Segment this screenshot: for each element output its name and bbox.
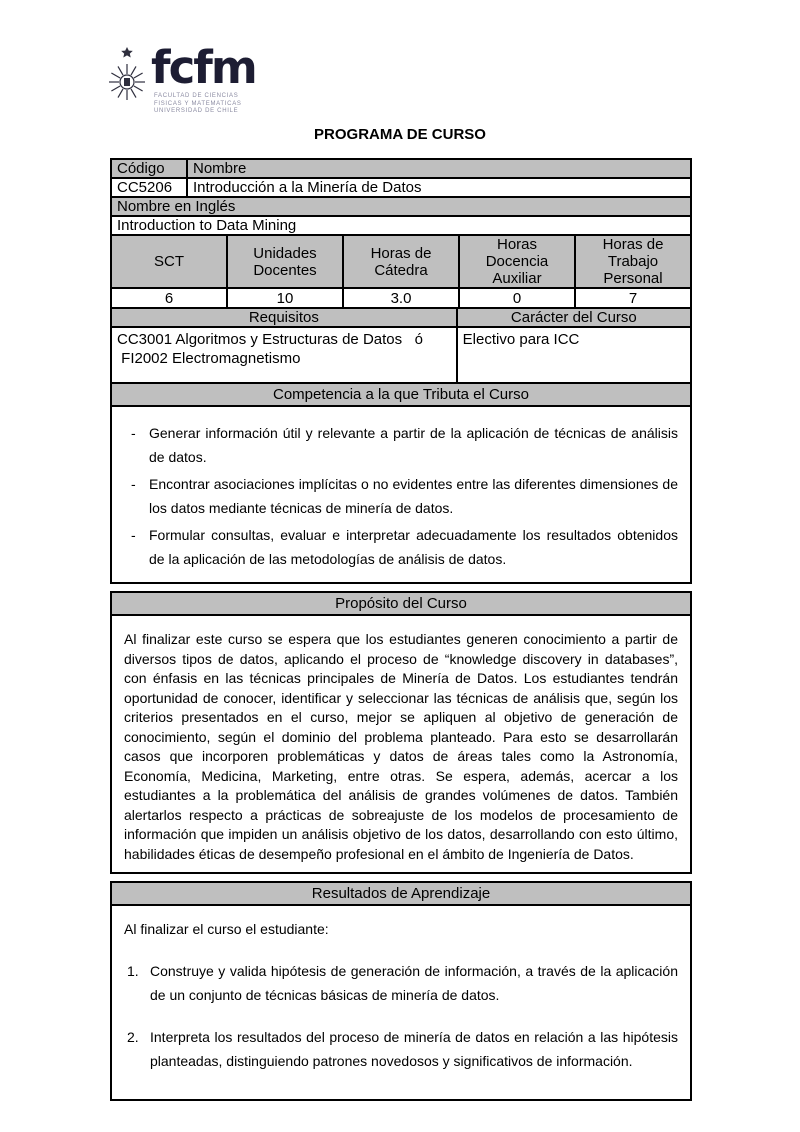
competencia-list bbox=[122, 421, 680, 571]
list-item: Interpreta los resultados del proceso de minería de datos en relación a las hipótesis planteadas, distinguiendo patrones novedosos y significativos de información. bbox=[150, 1029, 678, 1069]
requisitos-line: CC3001 Algoritmos y Estructuras de Datos ó bbox=[117, 331, 423, 348]
logo-subline: UNIVERSIDAD DE CHILE bbox=[154, 108, 239, 114]
resultados-section-body bbox=[110, 904, 692, 1101]
list-item: - Generar información útil y relevante a partir de la aplicación de técnicas de análisis de datos. bbox=[122, 421, 680, 469]
sct-value: 6 bbox=[111, 288, 227, 308]
list-item: Construye y valida hipótesis de generación de información, a través de la aplicación de un conjunto de técnicas básicas de minería de datos. bbox=[150, 963, 678, 1003]
horas-docencia-auxiliar-header: Horas Docencia Auxiliar bbox=[459, 235, 575, 288]
table-row bbox=[111, 216, 691, 235]
unidades-docentes-header: Unidades Docentes bbox=[227, 235, 343, 288]
fcfm-logo bbox=[106, 41, 256, 116]
codigo-value: CC5206 bbox=[111, 178, 187, 197]
list-item: - Formular consultas, evaluar e interpretar adecuadamente los resultados obtenidos de la aplicación de las metodologías de análisis de datos. bbox=[122, 523, 680, 571]
codigo-header: Código bbox=[111, 159, 187, 178]
table-row bbox=[111, 197, 691, 216]
table-row bbox=[111, 288, 691, 308]
logo-sublines bbox=[151, 93, 256, 116]
table-row bbox=[111, 327, 691, 383]
table-row bbox=[111, 159, 691, 178]
course-metrics-table bbox=[110, 234, 692, 309]
logo-text-block bbox=[151, 41, 256, 116]
resultados-list bbox=[122, 959, 680, 1073]
requisitos-value bbox=[111, 327, 457, 383]
competencia-section-body bbox=[110, 405, 692, 584]
page-title: PROGRAMA DE CURSO bbox=[314, 126, 486, 143]
requisitos-line: FI2002 Electromagnetismo bbox=[117, 350, 301, 367]
requisitos-header: Requisitos bbox=[111, 308, 457, 327]
horas-docencia-auxiliar-value: 0 bbox=[459, 288, 575, 308]
table-row bbox=[111, 308, 691, 327]
resultados-section-header: Resultados de Aprendizaje bbox=[110, 881, 692, 906]
nombre-value: Introducción a la Minería de Datos bbox=[187, 178, 691, 197]
logo-subline: FISICAS Y MATEMATICAS bbox=[154, 100, 242, 107]
nombre-ingles-value: Introduction to Data Mining bbox=[111, 216, 691, 235]
caracter-curso-value: Electivo para ICC bbox=[457, 327, 691, 383]
nombre-header: Nombre bbox=[187, 159, 691, 178]
course-info-table bbox=[110, 158, 692, 236]
horas-trabajo-personal-header: Horas de Trabajo Personal bbox=[575, 235, 691, 288]
proposito-section-body bbox=[110, 614, 692, 874]
resultados-intro: Al finalizar el curso el estudiante: bbox=[124, 921, 329, 937]
requisitos-table bbox=[110, 307, 692, 384]
logo-brand: fcfm bbox=[151, 41, 256, 94]
table-row bbox=[111, 235, 691, 288]
unidades-docentes-value: 10 bbox=[227, 288, 343, 308]
list-item: - Encontrar asociaciones implícitas o no evidentes entre las diferentes dimensiones de los datos mediante técnicas de minería de datos. bbox=[122, 472, 680, 520]
horas-trabajo-personal-value: 7 bbox=[575, 288, 691, 308]
table-row bbox=[111, 178, 691, 197]
university-seal-icon bbox=[106, 44, 148, 106]
horas-catedra-value: 3.0 bbox=[343, 288, 459, 308]
proposito-paragraph: Al finalizar este curso se espera que los estudiantes generen conocimiento a partir de diversos tipos de datos, aplicando el proceso de “knowledge discovery in databases”, con énfasis en las técnicas principales de Minería de Datos. Los estudiantes tendrán oportunidad de conocer, identificar y seleccionar las técnicas de análisis que, según los criterios presentados en el curso, mejor se apliquen al objetivo de generación de conocimiento, según el dominio del problema planteado. Para esto se desarrollarán casos que incorporen problemáticas y datos de áreas tales como la Astronomía, Economía, Medicina, Marketing, entre otras. Se espera, además, acercar a los estudiantes a la problemática del análisis de grandes volúmenes de datos. También alertarlos respecto a prácticas de sobreajuste de los modelos de procesamiento de información que impiden un análisis objetivo de los datos, desarrollando con esto último, habilidades éticas de desempeño profesional en el ámbito de Ingeniería de Datos. bbox=[124, 631, 678, 862]
course-program bbox=[110, 158, 692, 1101]
proposito-section-header: Propósito del Curso bbox=[110, 591, 692, 616]
logo-subline: FACULTAD DE CIENCIAS bbox=[154, 93, 239, 99]
sct-header: SCT bbox=[111, 235, 227, 288]
caracter-curso-header: Carácter del Curso bbox=[457, 308, 691, 327]
horas-catedra-header: Horas de Cátedra bbox=[343, 235, 459, 288]
nombre-ingles-header: Nombre en Inglés bbox=[111, 197, 691, 216]
competencia-section-header: Competencia a la que Tributa el Curso bbox=[110, 382, 692, 407]
